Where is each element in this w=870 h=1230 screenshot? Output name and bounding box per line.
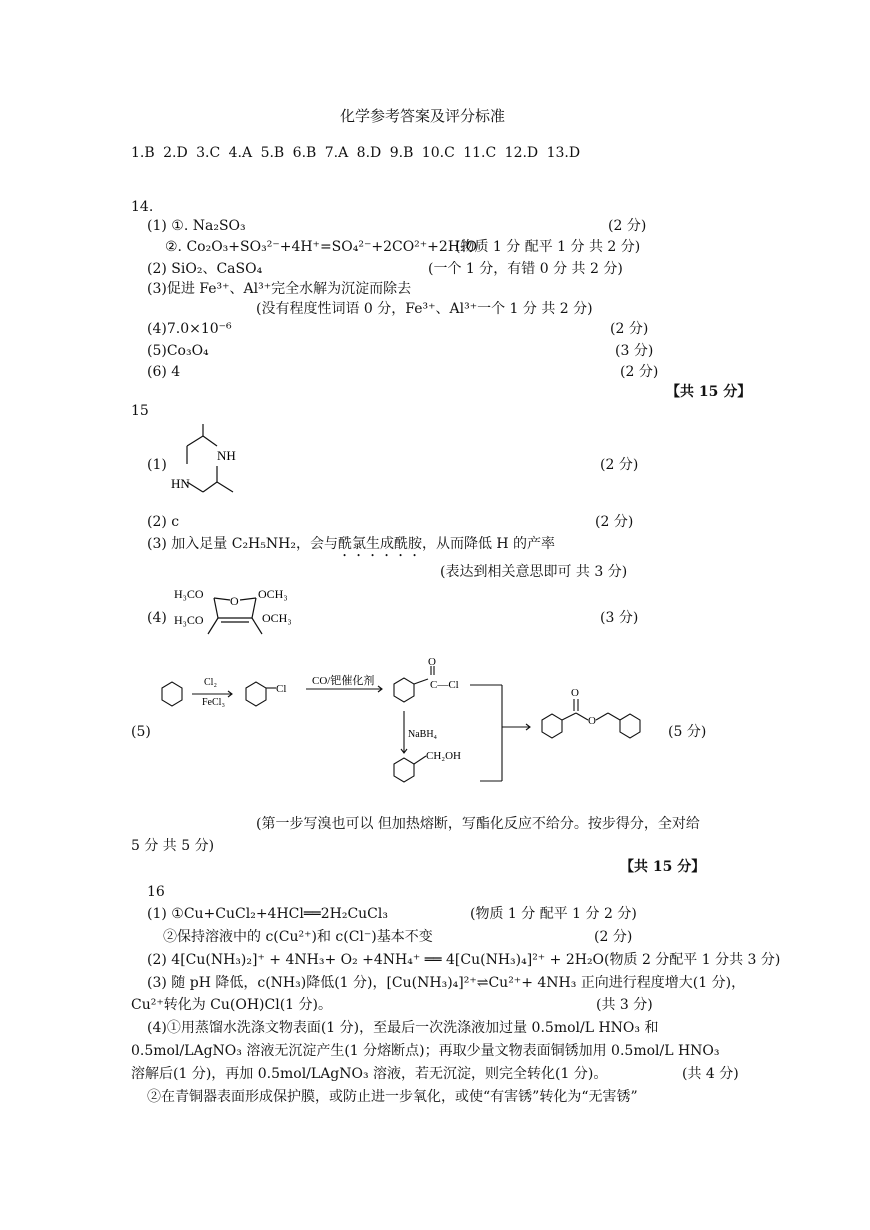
benzoyl-chloride-ring <box>394 678 414 702</box>
svg-text:Cl₂: Cl₂ <box>204 677 217 688</box>
benzyl-alcohol-ring <box>394 758 414 782</box>
q15-note-line1: (第一步写溴也可以 但加热熔断，写酯化反应不给分。按步得分，全对给 <box>256 816 700 832</box>
chlorobenzene-ring <box>246 682 266 706</box>
dimethylpiperazine-structure <box>165 424 255 504</box>
q16-line1-score: (物质 1 分 配平 1 分 2 分) <box>470 906 637 922</box>
svg-text:O: O <box>571 687 579 699</box>
hn-label: HN <box>171 476 190 491</box>
q14-line4: (3)促进 Fe³⁺、Al³⁺完全水解为沉淀而除去 <box>147 281 412 297</box>
q15-p5-label: (5) <box>131 724 151 740</box>
q16-line2: ②保持溶液中的 c(Cu²⁺)和 c(Cl⁻)基本不变 <box>163 929 433 945</box>
q16-line6: (4)①用蒸馏水洗涤文物表面(1 分)，至最后一次洗涤液加过量 0.5mol/L HNO₃ 和 <box>147 1020 659 1036</box>
svg-text:O: O <box>230 594 239 608</box>
q14-line2-score: (物质 1 分 配平 1 分 共 2 分) <box>455 239 641 255</box>
q14-line6-score: (2 分) <box>610 321 649 337</box>
q14-line8: (6) 4 <box>147 364 181 380</box>
q15-p5-score: (5 分) <box>668 724 707 740</box>
svg-text:Cl: Cl <box>276 683 287 695</box>
q16-line7: 0.5mol/LAgNO₃ 溶液无沉淀产生(1 分熔断点)；再取少量文物表面铜锈加用 0.5mol/L HNO₃ <box>131 1043 720 1059</box>
q15-p2-score: (2 分) <box>595 514 634 530</box>
q15-p2: (2) c <box>147 514 180 530</box>
q16-line5: Cu²⁺转化为 Cu(OH)Cl(1 分)。 <box>131 997 332 1013</box>
q16-line4: (3) 随 pH 降低，c(NH₃)降低(1 分)，[Cu(NH₃)₄]²⁺⇌Cu²⁺+ 4NH₃ 正向进行程度增大(1 分)， <box>147 975 746 991</box>
tetramethoxy-dihydrofuran-structure <box>170 582 310 646</box>
svg-text:NaBH₄: NaBH₄ <box>408 729 438 740</box>
q14-total: 【共 15 分】 <box>666 384 752 400</box>
svg-text:CO/钯催化剂: CO/钯催化剂 <box>312 675 375 687</box>
q16-line5-score: (共 3 分) <box>596 997 653 1013</box>
nh-label: NH <box>217 448 236 463</box>
q15-p3: (3) 加入足量 C₂H₅NH₂，会与酰氯生成酰胺，从而降低 H 的产率 <box>147 536 556 552</box>
q16-line1: (1) ①Cu+CuCl₂+4HCl══2H₂CuCl₃ <box>147 906 388 922</box>
synthesis-route-diagram <box>150 655 670 815</box>
q15-p1-label: (1) <box>147 457 167 473</box>
q14-line3-score: (一个 1 分，有错 0 分 共 2 分) <box>428 261 623 277</box>
q16-number: 16 <box>147 884 165 900</box>
q15-p3-note: (表达到相关意思即可 共 3 分) <box>440 564 628 580</box>
svg-text:H₃CO: H₃CO <box>174 587 204 601</box>
q16-line9: ②在青铜器表面形成保护膜，或防止进一步氧化，或使“有害锈”转化为“无害锈” <box>147 1089 638 1105</box>
q15-p1-score: (2 分) <box>600 457 639 473</box>
q14-line6: (4)7.0×10⁻⁶ <box>147 321 232 337</box>
q14-line8-score: (2 分) <box>620 364 659 380</box>
q14-number: 14. <box>131 199 154 215</box>
svg-text:OCH₃: OCH₃ <box>258 587 288 601</box>
q15-p4-score: (3 分) <box>600 610 639 626</box>
q16-line8-score: (共 4 分) <box>682 1066 739 1082</box>
svg-text:C—Cl: C—Cl <box>430 679 459 691</box>
svg-text:CH₂OH: CH₂OH <box>426 750 462 762</box>
q14-line7: (5)Co₃O₄ <box>147 343 209 359</box>
q16-line2-score: (2 分) <box>594 929 633 945</box>
q16-line8: 溶解后(1 分)，再加 0.5mol/LAgNO₃ 溶液，若无沉淀，则完全转化(1 分)。 <box>131 1066 608 1082</box>
q14-line3: (2) SiO₂、CaSO₄ <box>147 261 263 277</box>
q15-note-line2: 5 分 共 5 分) <box>131 838 215 854</box>
q15-total: 【共 15 分】 <box>620 859 706 875</box>
q16-line3: (2) 4[Cu(NH₃)₂]⁺ + 4NH₃+ O₂ +4NH₄⁺ ══ 4[Cu(NH₃)₄]²⁺ + 2H₂O(物质 2 分配平 1 分共 3 分) <box>147 952 781 968</box>
svg-text:O: O <box>428 656 436 668</box>
emphasis-dotted-text: 酰氯生成酰胺 <box>337 536 422 552</box>
q14-line2: ②. Co₂O₃+SO₃²⁻+4H⁺=SO₄²⁻+2CO²⁺+2H₂O <box>165 239 478 255</box>
q14-line5: (没有程度性词语 0 分，Fe³⁺、Al³⁺一个 1 分 共 2 分) <box>256 301 593 317</box>
q15-number: 15 <box>131 403 149 419</box>
mc-answers: 1.B 2.D 3.C 4.A 5.B 6.B 7.A 8.D 9.B 10.C 11.C 12.D 13.D <box>131 145 581 161</box>
svg-text:FeCl₃: FeCl₃ <box>202 697 225 708</box>
benzyl-benzoate-ring-2 <box>620 714 640 738</box>
svg-text:H₃CO: H₃CO <box>174 613 204 627</box>
q14-line1-score: (2 分) <box>608 218 647 234</box>
page-title: 化学参考答案及评分标准 <box>340 107 506 125</box>
q14-line1: (1) ①. Na₂SO₃ <box>147 218 246 234</box>
svg-text:OCH₃: OCH₃ <box>262 611 292 625</box>
svg-text:O: O <box>588 715 596 727</box>
benzyl-benzoate-ring-1 <box>542 714 562 738</box>
q15-p4-label: (4) <box>147 610 167 626</box>
q14-line7-score: (3 分) <box>615 343 654 359</box>
benzene-ring <box>162 682 182 706</box>
